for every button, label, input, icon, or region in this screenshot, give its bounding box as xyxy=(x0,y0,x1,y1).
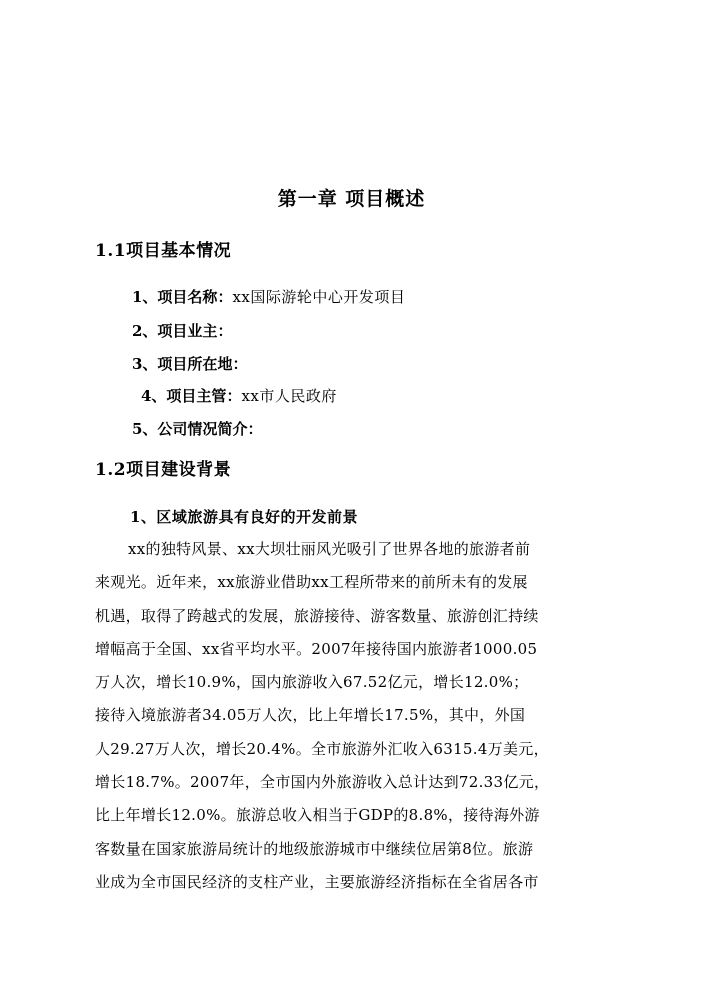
paragraph-line: 业成为全市国民经济的支柱产业，主要旅游经济指标在全省居各市 xyxy=(95,872,539,891)
info-item-project-supervisor xyxy=(141,385,337,406)
paragraph-line: 人29.27万人次，增长20.4%。全市旅游外汇收入6315.4万美元， xyxy=(95,739,549,758)
paragraph-line: 增幅高于全国、xx省平均水平。2007年接待国内旅游者1000.05 xyxy=(95,639,538,658)
info-label: 1、项目名称： xyxy=(132,288,233,306)
paragraph-line: 万人次，增长10.9%，国内旅游收入67.52亿元，增长12.0%； xyxy=(95,673,529,692)
subheading-tourism-prospects: 1、区域旅游具有良好的开发前景 xyxy=(130,508,358,526)
info-value: xx国际游轮中心开发项目 xyxy=(232,288,406,306)
info-item-project-location xyxy=(132,353,247,374)
paragraph-line: 接待入境旅游者34.05万人次，比上年增长17.5%，其中，外国 xyxy=(95,706,526,725)
section-heading-background: 1.2项目建设背景 xyxy=(95,460,232,480)
paragraph-line: 增长18.7%。2007年，全市国内外旅游收入总计达到72.33亿元， xyxy=(95,773,550,792)
chapter-title: 第一章 项目概述 xyxy=(277,188,426,210)
info-item-project-name xyxy=(132,286,405,307)
info-label: 5、公司情况简介： xyxy=(132,420,263,438)
info-label: 4、项目主管： xyxy=(141,387,242,405)
paragraph-line: 来观光。近年来，xx旅游业借助xx工程所带来的前所未有的发展 xyxy=(95,573,528,592)
paragraph-line: 比上年增长12.0%。旅游总收入相当于GDP的8.8%，接待海外游 xyxy=(95,806,540,825)
info-item-company-profile xyxy=(132,418,262,439)
body-paragraph xyxy=(95,533,615,899)
section-heading-basic-info: 1.1项目基本情况 xyxy=(95,241,232,261)
paragraph-line: xx的独特风景、xx大坝壮丽风光吸引了世界各地的旅游者前 xyxy=(128,540,531,558)
info-label: 2、项目业主： xyxy=(132,322,233,340)
info-label: 3、项目所在地： xyxy=(132,355,248,373)
paragraph-line: 客数量在国家旅游局统计的地级旅游城市中继续位居第8位。旅游 xyxy=(95,839,534,858)
paragraph-line: 机遇，取得了跨越式的发展，旅游接待、游客数量、旅游创汇持续 xyxy=(95,606,539,625)
info-value: xx市人民政府 xyxy=(241,387,337,405)
info-item-project-owner xyxy=(132,320,232,341)
